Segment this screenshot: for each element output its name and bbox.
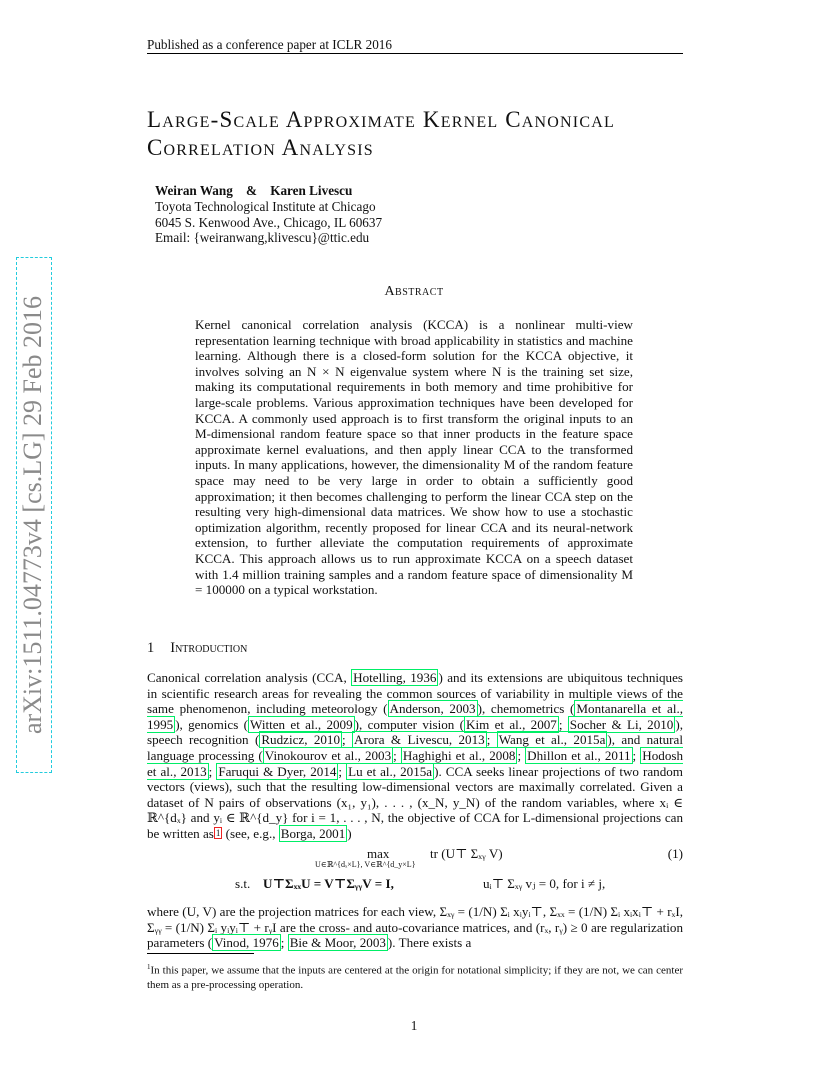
citation-link[interactable]: Arora & Livescu, 2013 xyxy=(354,732,485,748)
section-heading xyxy=(147,640,247,657)
post-equation-text: ). There exists a xyxy=(387,935,472,951)
footnote-link[interactable]: 1 xyxy=(215,827,221,838)
citation-link[interactable]: Wang et al., 2015a xyxy=(498,732,606,748)
section-number: 1 xyxy=(147,640,155,656)
post-equation-text: where (U, V) are the projection matrices for each view, Σₓᵧ = (1/N) Σᵢ xᵢyᵢ⊤, Σₓₓ = (1/N) Σᵢ xᵢxᵢ⊤ + rₓI, Σᵧᵧ = (1/N) Σᵢ yᵢyᵢ⊤ + rᵧI are the cross- and auto-covariance matrices, and (rₓ, rᵧ) ≥ 0 are regularization parameters ( xyxy=(147,904,683,951)
arxiv-stamp[interactable] xyxy=(16,257,52,773)
author-name-2: Karen Livescu xyxy=(270,183,353,198)
equation-number: (1) xyxy=(667,846,683,861)
citation-link[interactable]: Socher & Li, 2010 xyxy=(569,716,674,732)
equation-max: max xyxy=(367,846,390,861)
citation-link[interactable]: Vinod, 1976 xyxy=(214,935,279,951)
footnote-mark: 1 xyxy=(147,963,151,971)
address: 6045 S. Kenwood Ave., Chicago, IL 60637 xyxy=(155,214,383,230)
citation-link[interactable]: Anderson, 2003 xyxy=(389,701,476,717)
citation-link[interactable]: Faruqui & Dyer, 2014 xyxy=(218,763,337,779)
intro-text: ) xyxy=(347,825,352,841)
intro-text: ), and natural language processing ( xyxy=(147,732,683,763)
section-title: Introduction xyxy=(170,640,248,656)
running-header: Published as a conference paper at ICLR 2016 xyxy=(147,37,392,52)
author-name-1: Weiran Wang xyxy=(155,183,233,198)
email: Email: {weiranwang,klivescu}@ttic.edu xyxy=(155,230,370,246)
citation-link[interactable]: Lu et al., 2015a xyxy=(348,763,433,779)
author-separator: & xyxy=(246,183,257,198)
equation-subject-to: s.t. xyxy=(235,876,251,891)
title-line-2: Correlation Analysis xyxy=(147,135,374,160)
intro-text: ), chemometrics ( xyxy=(477,701,575,717)
equation-1 xyxy=(147,842,683,894)
paper-title xyxy=(147,106,707,162)
intro-text: (see, e.g., xyxy=(222,825,276,841)
citation-link[interactable]: Bie & Moor, 2003 xyxy=(289,935,386,951)
title-line-1: Large-Scale Approximate Kernel Canonical xyxy=(147,107,615,132)
header-rule xyxy=(147,53,683,54)
intro-text: ), computer vision ( xyxy=(354,716,465,732)
citation-link[interactable]: Hotelling, 1936 xyxy=(353,670,437,685)
citation-link[interactable]: Hodosh et al., 2013 xyxy=(147,747,684,779)
intro-text: ), genomics ( xyxy=(175,716,248,732)
page-number: 1 xyxy=(410,1018,418,1033)
arxiv-stamp-text: arXiv:1511.04773v4 [cs.LG] 29 Feb 2016 xyxy=(18,295,47,735)
intro-text: ), speech recognition ( xyxy=(147,716,683,748)
citation-link[interactable]: Borga, 2001 xyxy=(280,825,346,841)
intro-text: ) and its extensions are ubiquitous techniques in scientific research areas for revealing the common sources of variability in multiple views of the same phenomenon, including meteorology ( xyxy=(147,670,684,717)
author-block xyxy=(155,183,382,246)
equation-constraint-1: U⊤ΣₓₓU = V⊤ΣᵧᵧV = I, xyxy=(263,876,394,891)
citation-link[interactable]: Haghighi et al., 2008 xyxy=(402,747,516,763)
abstract-heading: Abstract xyxy=(384,284,444,299)
post-equation-paragraph: where (U, V) are the projection matrices for each view, Σₓᵧ = (1/N) Σᵢ xᵢyᵢ⊤, Σₓₓ = (1/N) Σᵢ xᵢxᵢ⊤ + rₓI, Σᵧᵧ = (1/N) Σᵢ yᵢyᵢ⊤ + rᵧI are the cross- and auto-covariance matrices, and (rₓ, rᵧ) ≥ 0 are regularization parameters ( Vinod, 1976 ; Bie & Moor, 2003 ). There exists a xyxy=(147,904,683,951)
citation-link[interactable]: Witten et al., 2009 xyxy=(249,716,353,732)
citation-link[interactable]: Dhillon et al., 2011 xyxy=(527,747,631,763)
equation-objective: tr (U⊤ Σₓᵧ V) xyxy=(430,846,503,861)
intro-text: ). CCA seeks linear projections of two random vectors (views), such that the resulting low-dimensional vectors are maximally correlated. Given a dataset of N pairs of observations (x₁, y₁), . . . , (x_N, y_N) of the random variables, where xᵢ ∈ ℝ^{dₓ} and yᵢ ∈ ℝ^{d_y} for i = 1, . . . , N, the objective of CCA for L-dimensional projections can be written as xyxy=(147,763,683,841)
intro-text: Canonical correlation analysis (CCA, xyxy=(147,670,347,685)
citation-link[interactable]: Vinokourov et al., 2003 xyxy=(264,747,392,763)
equation-subscript: U∈ℝ^{dₓ×L}, V∈ℝ^{d_y×L} xyxy=(315,860,416,869)
intro-paragraph: Canonical correlation analysis (CCA, Hotelling, 1936 ) and its extensions are ubiquitous techniques in scientific research areas for revealing the common sources of variability in multiple views of the same phenomenon, including meteorology ( Anderson, 2003 ), chemometrics ( Montanarella et al., 1995 ), genomics ( Witten et al., 2009 ), computer vision ( Kim et al., 2007 ; Socher & Li, 2010 ), speech recognition ( Rudzicz, 2010 ; Arora & Livescu, 2013 ; Wang et al., 2015a ), and natural language processing ( Vinokourov et al., 2003 ; Haghighi et al., 2008 ; Dhillon et al., 2011 ; Hodosh et al., 2013 ; Faruqui & Dyer, 2014 ; Lu et al., 2015a ). CCA seeks linear projections of two random vectors (views), such that the resulting low-dimensional vectors are maximally correlated. Given a dataset of N pairs of observations (x₁, y₁), . . . , (x_N, y_N) of the random variables, where xᵢ ∈ ℝ^{dₓ} and yᵢ ∈ ℝ^{d_y} for i = 1, . . . , N, the objective of CCA for L-dimensional projections can be written as $^1$ (see, e.g., Borga, 2001 ) xyxy=(147,670,684,841)
abstract-body: Kernel canonical correlation analysis (KCCA) is a nonlinear multi-view representation learning technique with broad applicability in statistics and machine learning. Although there is a closed-form solution for the KCCA objective, it involves solving an N × N eigenvalue system where N is the training set size, making its computational requirements in both memory and time prohibitive for large-scale problems. Various approximation techniques have been developed for KCCA. A commonly used approach is to first transform the original inputs to an M-dimensional random feature space so that inner products in the feature space approximate kernel evaluations, and then apply linear CCA to the transformed inputs. In many applications, however, the dimensionality M of the random feature space may need to be very large in order to obtain a sufficiently good approximation; it then becomes challenging to perform the linear CCA step on the resulting very high-dimensional data matrices. We show how to use a stochastic optimization algorithm, recently proposed for linear CCA and its neural-network extension, to further alleviate the computation requirements of approximate KCCA. This approach allows us to run approximate KCCA on a speech dataset with 1.4 million training samples and a random feature space of dimensionality M = 100000 on a typical workstation. xyxy=(195,317,633,598)
footnote-rule xyxy=(147,953,254,954)
affiliation: Toyota Technological Institute at Chicago xyxy=(155,198,376,214)
equation-constraint-2: uᵢ⊤ Σₓᵧ vⱼ = 0, for i ≠ j, xyxy=(483,876,606,891)
citation-link[interactable]: Rudzicz, 2010 xyxy=(261,732,341,748)
footnote xyxy=(147,960,683,992)
footnote-text: In this paper, we assume that the inputs are centered at the origin for notational simplicity; if they are not, we can center them as a pre-processing operation. xyxy=(147,964,683,991)
citation-link[interactable]: Montanarella et al., 1995 xyxy=(147,701,683,732)
citation-link[interactable]: Kim et al., 2007 xyxy=(466,716,557,732)
